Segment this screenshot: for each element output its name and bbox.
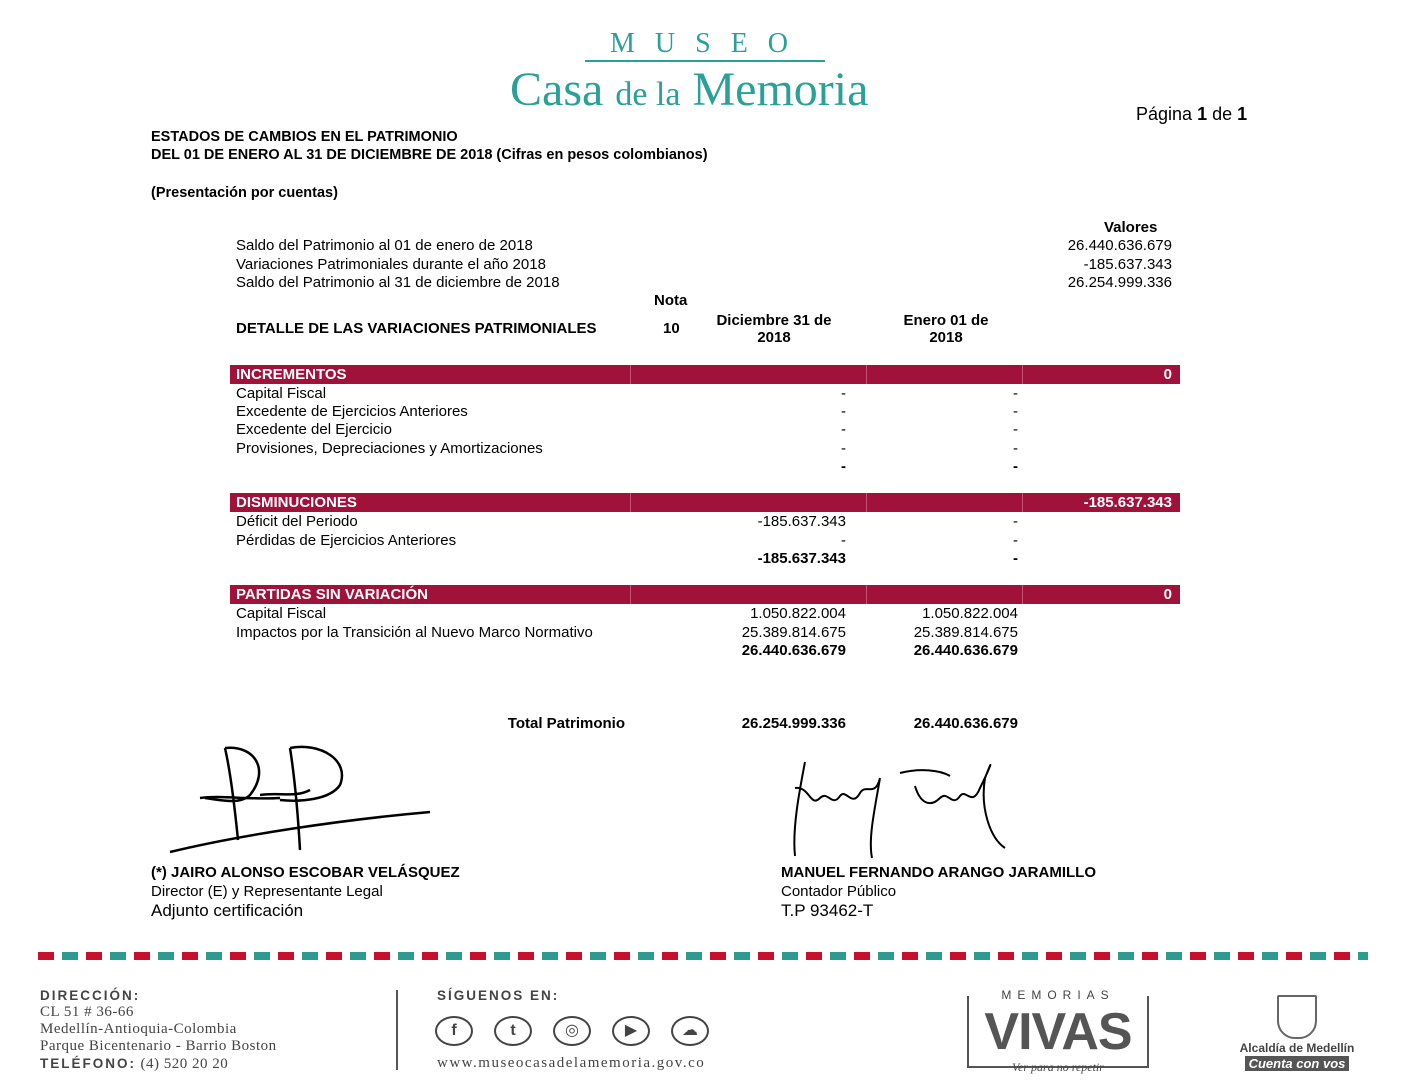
detail-title: DETALLE DE LAS VARIACIONES PATRIMONIALES [236,320,597,337]
left-signer-note: Adjunto certificación [151,901,304,920]
coat-of-arms-icon [1277,995,1317,1039]
section-label: INCREMENTOS [236,366,347,383]
row-label: Capital Fiscal [236,605,327,622]
section-total: 0 [1163,586,1172,603]
museum-logo [510,28,910,118]
summary-value: 26.440.636.679 [1067,237,1172,254]
report-title: ESTADOS DE CAMBIOS EN EL PATRIMONIO [151,129,458,145]
youtube-icon[interactable]: ▶ [612,1016,650,1046]
section-total: -185.637.343 [1083,494,1172,511]
col-ene-header: Enero 01 de 2018 [903,312,989,346]
section-total: 0 [1163,366,1172,383]
logo-casa-text: Casa de la Memoria [510,63,869,116]
row-dic: 25.389.814.675 [741,624,846,641]
row-label: Impactos por la Transición al Nuevo Marco Normativo [236,624,593,641]
row-label: Excedente de Ejercicios Anteriores [236,403,468,420]
right-signer-note: T.P 93462-T [781,901,874,920]
right-signer-role: Contador Público [781,883,897,900]
instagram-icon[interactable]: ◎ [553,1016,591,1046]
section-label: PARTIDAS SIN VARIACIÓN [236,586,428,603]
row-label: Capital Fiscal [236,385,327,402]
telefono-line: TELÉFONO: (4) 520 20 20 [40,1056,229,1072]
row-dic: - [841,403,846,420]
nota-label: Nota [654,292,688,309]
siguenos-label: SÍGUENOS EN: [437,988,560,1003]
subtotal-dic: - [841,458,846,475]
direccion-label: DIRECCIÓN: [40,988,141,1003]
row-dic: - [841,532,846,549]
left-signer-role: Director (E) y Representante Legal [151,883,383,900]
total-label: Total Patrimonio [507,715,625,732]
signature-left [160,740,440,860]
address-line-3: Parque Bicentenario - Barrio Boston [40,1038,277,1054]
row-ene: - [1013,403,1018,420]
memorias-vivas-logo: MEMORIAS VIVAS Ver para no repetir [967,996,1149,1068]
section-band-sin-variacion [230,585,1180,604]
section-band-disminuciones [230,493,1180,512]
total-dic: 26.254.999.336 [741,715,846,732]
values-header: Valores [1104,219,1158,236]
row-ene: 25.389.814.675 [913,624,1018,641]
right-signer-name: MANUEL FERNANDO ARANGO JARAMILLO [781,864,1096,881]
subtotal-dic: 26.440.636.679 [741,642,846,659]
section-label: DISMINUCIONES [236,494,357,511]
subtotal-ene: - [1013,550,1018,567]
footer-stripe [38,952,1368,960]
footer-divider [396,990,398,1070]
row-ene: - [1013,513,1018,530]
total-ene: 26.440.636.679 [913,715,1018,732]
signature-right [780,748,1020,863]
row-label: Pérdidas de Ejercicios Anteriores [236,532,457,549]
row-dic: 1.050.822.004 [750,605,846,622]
alcaldia-logo: Alcaldía de Medellín Cuenta con vos [1222,995,1372,1073]
row-ene: - [1013,421,1018,438]
twitter-icon[interactable]: t [494,1016,532,1046]
col-dic-header: Diciembre 31 de 2018 [716,312,832,346]
row-dic: - [841,421,846,438]
row-ene: - [1013,532,1018,549]
summary-label: Variaciones Patrimoniales durante el año 2018 [236,256,546,273]
row-label: Provisiones, Depreciaciones y Amortizaciones [236,440,543,457]
subtotal-ene: 26.440.636.679 [913,642,1018,659]
row-ene: - [1013,385,1018,402]
address-line-2: Medellín-Antioquia-Colombia [40,1021,237,1037]
summary-value: -185.637.343 [1083,256,1172,273]
summary-label: Saldo del Patrimonio al 31 de diciembre de 2018 [236,274,560,291]
row-ene: 1.050.822.004 [922,605,1018,622]
page-number: Página 1 de 1 [1136,104,1248,124]
report-period: DEL 01 DE ENERO AL 31 DE DICIEMBRE DE 2018 (Cifras en pesos colombianos) [151,147,708,163]
section-band-incrementos [230,365,1180,384]
soundcloud-icon[interactable]: ☁ [671,1016,709,1046]
facebook-icon[interactable]: f [435,1016,473,1046]
subtotal-dic: -185.637.343 [757,550,846,567]
row-dic: - [841,440,846,457]
report-presentation: (Presentación por cuentas) [151,185,338,201]
subtotal-ene: - [1013,458,1018,475]
summary-value: 26.254.999.336 [1067,274,1172,291]
row-label: Excedente del Ejercicio [236,421,392,438]
nota-value: 10 [663,320,680,337]
row-ene: - [1013,440,1018,457]
summary-label: Saldo del Patrimonio al 01 de enero de 2018 [236,237,533,254]
row-label: Déficit del Periodo [236,513,358,530]
row-dic: - [841,385,846,402]
address-line-1: CL 51 # 36-66 [40,1004,134,1020]
logo-museo-text: MUSEO [610,28,809,59]
left-signer-name: (*) JAIRO ALONSO ESCOBAR VELÁSQUEZ [151,864,460,881]
website-link[interactable]: www.museocasadelamemoria.gov.co [437,1055,706,1071]
row-dic: -185.637.343 [757,513,846,530]
